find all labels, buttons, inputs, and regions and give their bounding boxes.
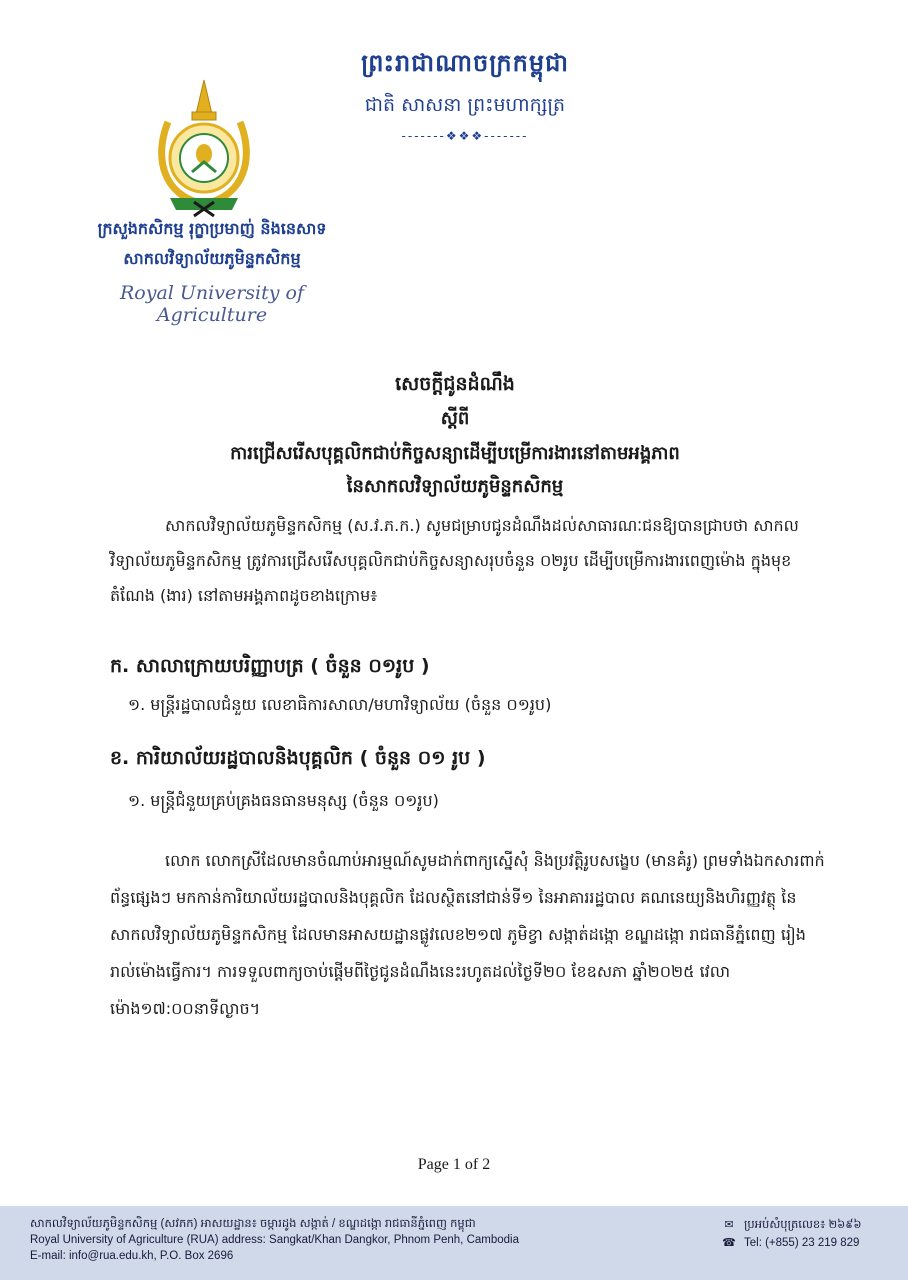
ornament-divider: -------❖❖❖------- — [401, 129, 529, 143]
footer — [0, 1206, 908, 1280]
university-name-km: សាកលវិទ្យាល័យភូមិន្ទកសិកម្ម — [123, 249, 301, 268]
national-motto: ជាតិ សាសនា ព្រះមហាក្សត្រ — [364, 94, 566, 116]
footer-address-km: សាកលវិទ្យាល័យភូមិន្ទកសិកម្ម (សវភក) អាសយដ្ឋាន៖ ចម្ការដូង សង្កាត់ / ខណ្ឌដង្កោ រាជធានីភ្នំពេញ កម្ពុជា — [30, 1218, 476, 1230]
intro-paragraph: សាកលវិទ្យាល័យភូមិន្ទកសិកម្ម (ស.វ.ភ.ក.) សូមជម្រាបជូនដំណឹងដល់សាធារណៈជនឱ្យបានជ្រាបថា សាកលវិទ្យាល័យភូមិន្ទកសិកម្ម ត្រូវការជ្រើសរើសបុគ្គលិកជាប់កិច្ចសន្យាសរុបចំនួន ០២រូប ដើម្បីបម្រើការងារពេញម៉ោង ក្នុងមុខតំណែង (ងារ) នៅតាមអង្គភាពដូចខាងក្រោម៖ — [110, 516, 799, 605]
footer-address-block — [30, 1216, 519, 1264]
title-line-1: សេចក្តីជូនដំណឹង — [395, 373, 515, 395]
section-heading-b: ខ. ការិយាល័យរដ្ឋបាលនិងបុគ្គលិក ( ចំនួន ០១ រូប ) — [110, 747, 486, 769]
announcement-title — [100, 372, 810, 501]
closing-paragraph: លោក លោកស្រីដែលមានចំណាប់អារម្មណ៍សូមដាក់ពាក្យស្នើសុំ និងប្រវត្តិរូបសង្ខេប (មានគំរូ) ព្រមទាំងឯកសារពាក់ព័ន្ធផ្សេងៗ មកកាន់ការិយាល័យរដ្ឋបាលនិងបុគ្គលិក ដែលស្ថិតនៅជាន់ទី១ នៃអាគាររដ្ឋបាល គណនេយ្យនិងហិរញ្ញវត្ថុ នៃសាកលវិទ្យាល័យភូមិន្ទកសិកម្ម ដែលមានអាសយដ្ឋានផ្លូវលេខ២១៧ ភូមិខ្វា សង្កាត់ដង្កោ ខណ្ឌដង្កោ រាជធានីភ្នំពេញ រៀងរាល់ម៉ោងធ្វើការ។ ការទទួលពាក្យចាប់ផ្តើមពីថ្ងៃជូនដំណឹងនេះរហូតដល់ថ្ងៃទី២០ ខែឧសភា ឆ្នាំ២០២៥ វេលាម៉ោង១៧:០០នាទីល្ងាច។ — [110, 851, 825, 1018]
university-name-en: Royal University of Agriculture — [119, 282, 305, 326]
phone-icon: ☎ — [722, 1237, 736, 1249]
footer-email: E-mail: info@rua.edu.kh, P.O. Box 2696 — [30, 1250, 234, 1262]
footer-pobox: ប្រអប់សំបុត្រលេខ៖ ២៦៩៦ — [744, 1219, 862, 1231]
section-item-b: ១. មន្ត្រីជំនួយគ្រប់គ្រងធនធានមនុស្ស (ចំនួន ០១រូប) — [128, 791, 439, 810]
title-line-4: នៃសាកលវិទ្យាល័យភូមិន្ទកសិកម្ម — [346, 476, 564, 497]
section-item-a: ១. មន្ត្រីរដ្ឋបាលជំនួយ លេខាធិការសាលា/មហាវិទ្យាល័យ (ចំនួន ០១រូប) — [128, 695, 552, 714]
title-line-2: ស្តីពី — [440, 408, 470, 429]
footer-address-en: Royal University of Agriculture (RUA) address: Sangkat/Khan Dangkor, Phnom Penh, Cambodia — [30, 1234, 519, 1246]
section-heading-a: ក. សាលាក្រោយបរិញ្ញាបត្រ ( ចំនួន ០១រូប ) — [110, 655, 430, 677]
ministry-name: ក្រសួងកសិកម្ម រុក្ខាប្រមាញ់ និងនេសាទ — [97, 219, 327, 238]
organization-block — [62, 218, 362, 326]
page-number: Page 1 of 2 — [417, 1156, 491, 1173]
national-header — [300, 48, 630, 143]
university-emblem-icon — [150, 78, 258, 218]
mailbox-icon: ✉ — [724, 1219, 734, 1231]
footer-contact-block — [722, 1216, 862, 1252]
footer-phone: Tel: (+855) 23 219 829 — [744, 1237, 860, 1249]
kingdom-name: ព្រះរាជាណាចក្រកម្ពុជា — [361, 49, 569, 77]
title-line-3: ការជ្រើសរើសបុគ្គលិកជាប់កិច្ចសន្យាដើម្បីបម្រើការងារនៅតាមអង្គភាព — [230, 443, 680, 464]
